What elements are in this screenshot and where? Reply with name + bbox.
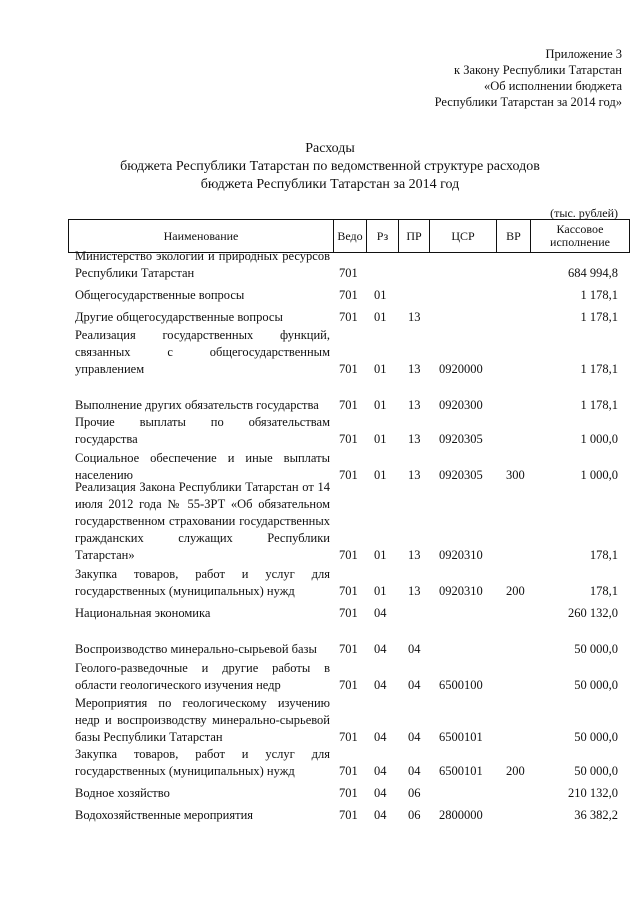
cell-amount: 36 382,2 [574, 808, 618, 822]
cell-rz: 04 [374, 764, 387, 778]
cell-vedo: 701 [339, 468, 358, 482]
header-amount: Кассовое исполнение [530, 220, 629, 252]
row-name: Национальная экономика [75, 606, 211, 620]
cell-amount: 1 178,1 [580, 398, 618, 412]
cell-vedo: 701 [339, 808, 358, 822]
title-line: бюджета Республики Татарстан по ведомственной структуре расходов [120, 159, 540, 174]
header-name: Наименование [163, 228, 239, 243]
row-name: Социальное обеспечение и иные выплаты населению [75, 451, 330, 482]
appendix-note [435, 46, 622, 110]
row-name: Реализация Закона Республики Татарстан от 14 июля 2012 года № 55-ЗРТ «Об обязательном государственном страховании государственных гражданских служащих Республики Татарстан» [75, 480, 330, 562]
cell-pr: 04 [408, 678, 421, 692]
cell-csr: 6500101 [439, 764, 483, 778]
table-row [68, 309, 630, 326]
row-name: Общегосударственные вопросы [75, 288, 245, 302]
appendix-line: «Об исполнении бюджета [483, 79, 622, 93]
cell-vedo: 701 [339, 764, 358, 778]
cell-amount: 50 000,0 [574, 642, 618, 656]
cell-vedo: 701 [339, 432, 358, 446]
cell-pr: 04 [408, 642, 421, 656]
cell-vedo: 701 [339, 678, 358, 692]
cell-vedo: 701 [339, 310, 358, 324]
row-name: Министерство экологии и природных ресурсов Республики Татарстан [75, 249, 330, 280]
table-row [68, 785, 630, 802]
appendix-line: Республики Татарстан за 2014 год» [434, 95, 622, 109]
cell-csr: 6500101 [439, 730, 483, 744]
header-rz: Рз [366, 220, 398, 252]
cell-vr: 300 [506, 468, 525, 482]
cell-amount: 178,1 [589, 584, 618, 598]
appendix-line: Приложение 3 [545, 47, 622, 61]
header-csr: ЦСР [429, 220, 496, 252]
cell-rz: 01 [374, 288, 387, 302]
cell-csr: 0920305 [439, 432, 483, 446]
cell-csr: 0920305 [439, 468, 483, 482]
table-row [68, 479, 630, 564]
title-line: Расходы [305, 141, 355, 156]
cell-pr: 04 [408, 764, 421, 778]
row-name: Другие общегосударственные вопросы [75, 310, 283, 324]
row-name: Выполнение других обязательств государства [75, 398, 319, 412]
cell-amount: 684 994,8 [568, 266, 618, 280]
cell-pr: 13 [408, 548, 421, 562]
cell-amount: 50 000,0 [574, 678, 618, 692]
row-name: Мероприятия по геологическому изучению недр и воспроизводству минерально-сырьевой базы Республики Татарстан [75, 696, 330, 744]
cell-pr: 13 [408, 398, 421, 412]
cell-amount: 1 000,0 [580, 468, 618, 482]
cell-csr: 2800000 [439, 808, 483, 822]
table-row [68, 695, 630, 746]
row-name: Воспроизводство минерально-сырьевой базы [75, 642, 317, 656]
cell-pr: 13 [408, 468, 421, 482]
row-name: Прочие выплаты по обязательствам государства [75, 415, 330, 446]
cell-vedo: 701 [339, 266, 358, 280]
cell-pr: 13 [408, 310, 421, 324]
row-name: Водное хозяйство [75, 786, 170, 800]
table-row [68, 807, 630, 824]
cell-amount: 210 132,0 [568, 786, 618, 800]
cell-rz: 04 [374, 786, 387, 800]
cell-amount: 1 000,0 [580, 432, 618, 446]
document-title [60, 140, 600, 194]
header-vedo: Ведо [333, 220, 366, 252]
cell-pr: 06 [408, 786, 421, 800]
cell-pr: 13 [408, 362, 421, 376]
row-name: Закупка товаров, работ и услуг для государственных (муниципальных) нужд [75, 567, 330, 598]
header-vr: ВР [496, 220, 530, 252]
cell-csr: 0920000 [439, 362, 483, 376]
cell-csr: 0920310 [439, 584, 483, 598]
table-row [68, 380, 630, 414]
table-row [68, 746, 630, 780]
table-row [68, 624, 630, 658]
cell-amount: 178,1 [589, 548, 618, 562]
cell-rz: 01 [374, 468, 387, 482]
cell-rz: 04 [374, 678, 387, 692]
cell-vedo: 701 [339, 548, 358, 562]
title-line: бюджета Республики Татарстан за 2014 год [200, 177, 460, 192]
cell-vedo: 701 [339, 730, 358, 744]
cell-pr: 04 [408, 730, 421, 744]
cell-vedo: 701 [339, 606, 358, 620]
cell-vr: 200 [506, 764, 525, 778]
cell-amount: 260 132,0 [568, 606, 618, 620]
cell-vedo: 701 [339, 288, 358, 302]
cell-rz: 01 [374, 310, 387, 324]
row-name: Геолого-разведочные и другие работы в области геологического изучения недр [75, 661, 330, 692]
table-row [68, 605, 630, 622]
cell-vr: 200 [506, 584, 525, 598]
header-pr: ПР [398, 220, 429, 252]
table-row [68, 248, 630, 282]
cell-amount: 1 178,1 [580, 288, 618, 302]
cell-vedo: 701 [339, 584, 358, 598]
row-name: Закупка товаров, работ и услуг для государственных (муниципальных) нужд [75, 747, 330, 778]
table-row [68, 414, 630, 448]
cell-rz: 01 [374, 432, 387, 446]
cell-rz: 04 [374, 808, 387, 822]
row-name: Водохозяйственные мероприятия [75, 808, 254, 822]
cell-rz: 04 [374, 642, 387, 656]
cell-amount: 1 178,1 [580, 362, 618, 376]
cell-rz: 04 [374, 606, 387, 620]
cell-rz: 01 [374, 584, 387, 598]
cell-pr: 13 [408, 432, 421, 446]
cell-csr: 6500100 [439, 678, 483, 692]
cell-amount: 1 178,1 [580, 310, 618, 324]
cell-amount: 50 000,0 [574, 764, 618, 778]
cell-vedo: 701 [339, 362, 358, 376]
row-name: Реализация государственных функций, связанных с общегосударственным управлением [75, 328, 330, 376]
cell-rz: 01 [374, 398, 387, 412]
unit-note: (тыс. рублей) [550, 206, 618, 220]
cell-csr: 0920300 [439, 398, 483, 412]
cell-rz: 01 [374, 548, 387, 562]
cell-csr: 0920310 [439, 548, 483, 562]
table-row [68, 327, 630, 378]
table-row [68, 566, 630, 600]
cell-pr: 06 [408, 808, 421, 822]
cell-vedo: 701 [339, 642, 358, 656]
cell-vedo: 701 [339, 786, 358, 800]
cell-vedo: 701 [339, 398, 358, 412]
table-row [68, 660, 630, 694]
cell-rz: 01 [374, 362, 387, 376]
cell-amount: 50 000,0 [574, 730, 618, 744]
cell-rz: 04 [374, 730, 387, 744]
cell-pr: 13 [408, 584, 421, 598]
table-row [68, 287, 630, 304]
appendix-line: к Закону Республики Татарстан [454, 63, 622, 77]
